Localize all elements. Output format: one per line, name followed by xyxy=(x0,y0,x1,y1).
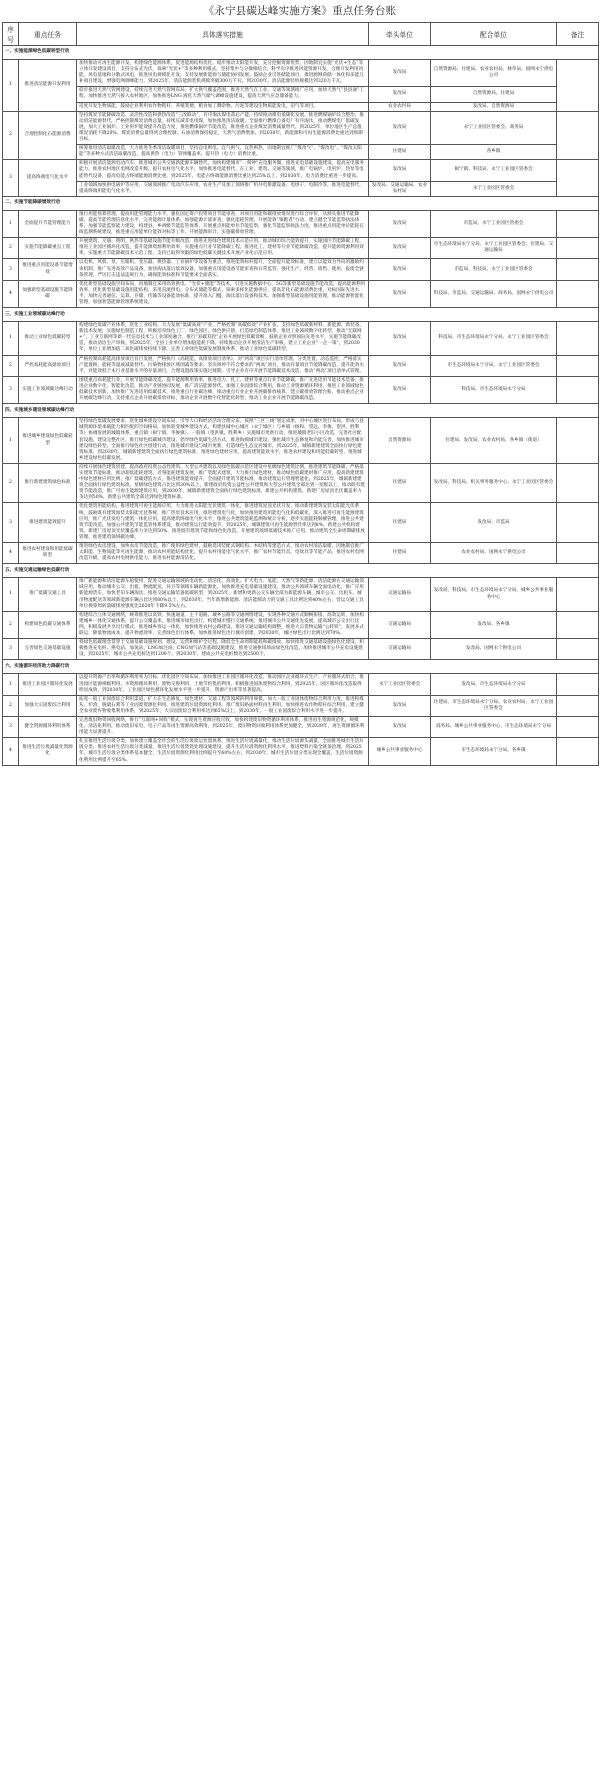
table-row xyxy=(3,60,599,87)
section-label: 五、实施交通运输绿色低碳行动 xyxy=(3,564,599,578)
remark-cell xyxy=(557,674,599,695)
remark-cell xyxy=(557,355,599,376)
lead-unit-cell: 永宁工业园区管委会 xyxy=(369,674,431,695)
header-measure: 具体落实措施 xyxy=(77,23,369,46)
key-task: 推进重点用能设备节能增效 xyxy=(19,259,77,280)
measure-cell: 构建绿色低碳产业体系，优化工业结构，大力发展“低碳高效”产业，严格控制“高碳低效”产业扩张，支持绿色低碳新材料、新能源、新装备、新技术发展，实施绿色制造工程，积极培育绿色工厂、绿色园区、绿色供应链，打造绿色制造体系，推进工业领域数字化转型，推动“互联网+”、工业互联网等新一代信息技术与工业深度融合，推行“双碳双控”企业开展绿色低碳诊断，鼓励企业对照国际先进水平，实施节能降碳改造，推动清洁生产审核，到2025年，全县工业单位增加值能耗下降，持续推动企业开展清洁生产审核，建立工业企业“一企一策”，到2030年，单位工业增加值二氧化碳排放持续下降，完善工业绿色低碳发展制度体系，推动工业绿色低碳转型。 xyxy=(77,322,369,355)
table-row xyxy=(3,738,599,765)
table-row xyxy=(3,238,599,259)
key-task: 健全资源循环利用体系 xyxy=(19,716,77,737)
remark-cell xyxy=(557,111,599,160)
key-task: 推进建筑能效提升 xyxy=(19,503,77,543)
lead-unit-cell: 交通运输局 xyxy=(369,611,431,638)
lead-unit-cell: 城乡公共事业服务中心 xyxy=(369,738,431,765)
row-number: 3 xyxy=(3,503,19,543)
key-task: 合理控制化石能源消费 xyxy=(19,111,77,160)
coop-unit-cell: 发改局、国网永宁供电公司 xyxy=(431,639,557,660)
lead-unit-cell: 住建局 xyxy=(369,145,431,160)
coop-unit-cell: 自然资源局、住建局 xyxy=(431,87,557,102)
coop-unit-cell: 科技局、市生态环境局永宁分局、永宁工业园区管委会 xyxy=(431,322,557,355)
table-row xyxy=(3,102,599,111)
section-label: 一、实施能源绿色低碳转型行动 xyxy=(3,46,599,60)
row-number: 3 xyxy=(3,716,19,737)
table-row xyxy=(3,503,599,543)
table-row xyxy=(3,355,599,376)
section-row xyxy=(3,308,599,322)
header-lead: 牵头单位 xyxy=(369,23,431,46)
coop-unit-cell: 各乡镇 xyxy=(431,145,557,160)
row-number: 1 xyxy=(3,578,19,611)
key-task: 推行新建建筑绿色标准 xyxy=(19,463,77,503)
lead-unit-cell: 发改局 xyxy=(369,322,431,355)
table-row xyxy=(3,160,599,181)
coop-unit-cell: 市监局、永宁工业园区管委会 xyxy=(431,210,557,237)
table-row xyxy=(3,463,599,503)
remark-cell xyxy=(557,322,599,355)
row-number: 2 xyxy=(3,355,19,376)
row-number: 3 xyxy=(3,259,19,280)
lead-unit-cell: 交通运输局 xyxy=(369,578,431,611)
remark-cell xyxy=(557,280,599,307)
lead-unit-cell: 发改局、交通运输局、农业农村局 xyxy=(369,181,431,196)
remark-cell xyxy=(557,716,599,737)
lead-unit-cell: 自然资源局 xyxy=(369,418,431,464)
table-row xyxy=(3,578,599,611)
key-task: 推进生活垃圾减量化资源化 xyxy=(19,738,77,765)
row-number: 3 xyxy=(3,376,19,403)
remark-cell xyxy=(557,463,599,503)
row-number: 1 xyxy=(3,60,19,112)
measure-cell: 开展建筑、交通、照明、供热等基础设施节能升级改造，推进先进绿色建筑技术示范应用，推动城市综合能效提升，实施园区节能降碳工程，推进工业园区循环化改造，提升能源资源利用效率，实施重点行业节能降碳工程，推进化工、建材等行业节能降碳改造，提升能源资源利用效率，实施重大节能降碳技术示范工程，支持已取得突破的绿色低碳关键技术开展产业化示范应用。 xyxy=(77,238,369,259)
table-row xyxy=(3,674,599,695)
coop-unit-cell: 住建局、市生态环境局永宁分局、农业农村局、永宁工业园区管委会 xyxy=(431,695,557,716)
task-ledger-table xyxy=(2,22,599,766)
lead-unit-cell: 发改局 xyxy=(369,716,431,737)
remark-cell xyxy=(557,210,599,237)
remark-cell xyxy=(557,418,599,464)
key-task: 推进工业园区循环化发展 xyxy=(19,674,77,695)
key-task: 推进清洁能源开发利用 xyxy=(19,60,77,112)
lead-unit-cell: 发改局 xyxy=(369,280,431,307)
table-row xyxy=(3,418,599,464)
measure-cell: 优化新型基础设施空间布局，因地制宜采用高效供电、“光伏+储能”等技术，引进实施数据中心、5G等新型基础设施节能改造，提高能源利用效率，优化新型基础设施用能结构，采用直流供电、分布式储能等模式，探索多样化能源供应，提高非化石能源消费比重，对标国际先进水平，加快完善通信、运算、存储、传输等设备能效标准，提升准入门槛，淘汰落后设备和技术，加强新型基础设施用能管理，推动能源智能化管理，加强智慧能源管理系统建设。 xyxy=(77,280,369,307)
table-row xyxy=(3,543,599,564)
document-title: 《永宁县碳达峰实施方案》重点任务台账 xyxy=(203,5,397,17)
remark-cell xyxy=(557,259,599,280)
key-task: 加强大宗固废综合利用 xyxy=(19,695,77,716)
coop-unit-cell: 科技局、市生态环境局永宁分局 xyxy=(431,376,557,403)
key-task: 严控高耗能高排放项目 xyxy=(19,355,77,376)
measure-cell: 严格控制高耗能高排放项目盲目发展，严格执行《高耗能、高排放项目清单》，对“两高”项目实行清单管理、分类处置、动态监控，严格落实产能置换、能耗等量或减量替代、污染物排放区域削减等要求，坚决叫停不符合要求的“两高”项目，推动存量项目节能降碳改造，提升能效水平，对能效低于本行业基准水平的存量项目，合理设置政策实施过渡期，引导企业有序开展节能降碳技术改造，推动“两高”项目清单式管理。 xyxy=(77,355,369,376)
header-row xyxy=(3,23,599,46)
remark-cell xyxy=(557,543,599,564)
lead-unit-cell: 发改局 xyxy=(369,376,431,403)
measure-cell: 优化建筑用能结构，推进建筑可再生能源应用，大力推进太阳能光伏建筑一体化，推进建筑屋顶光伏开发，推动新建建筑安装太阳能光伏系统，鼓励既有建筑加装太阳能光伏系统，推广热泵技术应用，推进建筑电气化，加快推进建筑用能电气化和低碳化，深入推进可再生能源建筑应用，推广光伏发电与建筑一体化应用，提高建筑终端电气化水平，推进公共建筑能耗监测和统计分析，逐步实施能耗限额管理，推进公共建筑节能改造，加强公共建筑节能监管体系建设，推动建筑运行能效提升，到2025年，城镇建筑可再生能源替代率达到8%，新建公共机构建筑、新建厂房屋顶光伏覆盖率力争达到50%，推进既有建筑节能和绿色化改造，开展建筑领域低碳技术推广应用，推动建筑全生命周期碳排放管理，推进建筑领域碳达峰。 xyxy=(77,503,369,543)
header-task: 重点任务 xyxy=(19,23,77,46)
measure-cell: 推进绿色农房建设，加快农房节能改造，推广使用绿色建材，鼓励选用装配式钢结构、木结构等建造方式，推动农村清洁取暖，因地制宜推广太阳能、生物质能等可再生能源，推动农村用能结构优化，提升农村用能电气化水平，推广农村节能灶具、电炊具等节能产品，推进农村电网改造升级，提高农村电网供电能力，推进农村能源清洁化。 xyxy=(77,543,369,564)
lead-unit-cell: 发改局 xyxy=(369,695,431,716)
coop-unit-cell: 自然资源局、住建局、农业农村局、林草局、国网永宁供电公司 xyxy=(431,60,557,87)
coop-unit-cell: 发改局、科技局、机关事务服务中心、永宁工业园区管委会 xyxy=(431,463,557,503)
row-number: 2 xyxy=(3,463,19,503)
coop-unit-cell: 商务局、城乡公共事业服务中心、市生态环境局永宁分局 xyxy=(431,716,557,737)
coop-unit-cell: 发改局、各乡镇 xyxy=(431,611,557,638)
lead-unit-cell: 发改局 xyxy=(369,87,431,102)
measure-cell: 推广新能源和清洁能源车船使用，促进交通运输领域的电动化、清洁化、高效化。扩大电力、氢能、天然气等新能源、清洁能源在交通运输领域应用，推动城市公交、出租、物流配送、环卫等领域车辆新能源化，加快推进充电基础设施建设，推动公共领域车辆全面电动化，推广应用新能源货车，加快老旧车辆淘汰，推进交通运输装备低碳转型，到2025年，新增和更新公交车辆全部为新能源车辆，城市公交、出租车、城市物流配送等领域新能源车辆占比达到80%以上，到2030年，当年新增新能源、清洁能源动力的交通工具比例达到40%左右，营运交通工具单位换算周转量碳排放强度比2020年下降9.5%左右。 xyxy=(77,578,369,611)
section-label: 三、实施工业领域碳达峰行动 xyxy=(3,308,599,322)
table-row xyxy=(3,716,599,737)
header-remark: 备注 xyxy=(557,23,599,46)
row-number: 2 xyxy=(3,111,19,160)
remark-cell xyxy=(557,578,599,611)
measure-cell: 构建综合立体交通网络，统筹推进以高铁、快速通道、主干道路、城乡公路等交通网络建设，实现各种交通方式顺畅衔接、高效运转，加快构建城乡一体化交通体系，提升公交覆盖率，推进城市绿色出行，构建城市慢行交通系统，推进城市公共交通优先发展，提高城市公交出行比例，积极发展共享出行模式，推进城乡客运一体化，加快推进农村公路建设，推进交通运输结构调整，推进大宗货物运输“公转铁”，发展多式联运，降低物流成本，提升物流效率，完善绿色出行体系，加快推进绿色出行城市创建，到2030年，城区绿色出行比例达到70%。 xyxy=(77,611,369,638)
measure-cell: 坚持绿色低碳发展要求，优化城乡建设空间布局，引导人口和经济活动合理分布，按照“三区三线”划定成果，对中心城区进行布局，形成与县城资源环境承载能力相匹配的空间格局，加快转变城乡建设方式，构建县城中心城区（永宁城区）与乡镇（杨和、望远、李俊、望洪、胜利等）协调发展的城镇体系，重点镇（闽宁镇、李俊镇）、一般镇（望洪镇、胜利乡）实施城市更新行动，推进城镇老旧小区改造，完善社区配套设施，建设完整社区，推行绿色低碳城市建设，倡导绿色低碳生活方式，推进海绵城市建设，强化城市生态修复和功能完善，加快推进城市建设绿色转型，全面推行绿色社区创建行动，推进城市建设与城市更新，打造绿色生态宜居城市，到2025年，城镇新建建筑全面执行绿色建筑标准，到2030年，城镇新建建筑全面执行绿色建筑标准，推进绿色建材应用，提高建筑能效水平，推进农村建设和用能低碳转型，推进城乡建设绿色低碳发展。 xyxy=(77,418,369,464)
table-row xyxy=(3,376,599,403)
measure-cell: 适度开发生物质能，鼓励企业利用农作物秸秆、养殖粪便、粮食加工剩余物、污泥等建设生物质能发电、沼气等项目。 xyxy=(77,102,369,111)
table-row xyxy=(3,280,599,307)
measure-cell: 围绕重点高耗能行业，开展节能降碳改造，提升能源利用效率，推进电力、化工、建材等重点行业节能降碳，推广先进适用节能技术装备，推进企业数字化、智能化改造，推动产业链协同发展，推广清洁能源替代，加强工业固废综合利用，推动工业资源循环利用，推进工业领域绿色低碳技术创新，加快推广先进适用低碳技术，推进重点行业碳达峰，推动重点行业企业开展碳排放核算，建立碳排放管理台账，推动重点企业开展碳达峰行动，支持重点企业开展碳排放对标，推动企业开展数字化智能化转型，推动工业企业开展节能降碳改造。 xyxy=(77,376,369,403)
remark-cell xyxy=(557,503,599,543)
lead-unit-cell: 发改局 xyxy=(369,259,431,280)
lead-unit-cell: 住建局 xyxy=(369,543,431,564)
measure-cell: 拓宽一般工业固废综合利用渠道，扩大在生态修复、绿色建材、交通工程等领域的利用规模，加大一般工业固体废物综合利用力度，推进粉煤灰、炉渣、脱硫石膏等工业固废资源化利用，推进建筑垃圾资源化利用，推广废旧路面材料再生利用，加快推进农作物秸秆综合利用，建立健全农业废弃物收集利用体系，到2025年，大宗固废综合利用率达到65%以上，到2030年，一般工业固废综合利用水平进一步提升。 xyxy=(77,695,369,716)
coop-unit-cell: 市生态环境局永宁分局、各乡镇 xyxy=(431,738,557,765)
row-number: 2 xyxy=(3,238,19,259)
table-row xyxy=(3,259,599,280)
measure-cell: 以电机、风机、泵、压缩机、变压器、换热器、工业锅炉等设备为重点，推进能效标杆提升，全面提升能效标准，建立以能效为导向的激励约束机制，推广先进高效产品设备，加快淘汰落后低效设备，加强重点用能设备节能审查和日常监管，强化生产、经营、销售、使用、报废全链条管理，严厉打击违法违规行为，确保能效标准和节能要求全面落实。 xyxy=(77,259,369,280)
coop-unit-cell: 市生态环境局永宁分局、永宁工业园区管委会 xyxy=(431,355,557,376)
key-task: 提高终端电气化水平 xyxy=(19,160,77,196)
measure-cell: 推行用能预算管理，提高用能管理能力水平，强化固定资产投资项目节能审查，对项目用能和碳排放情况进行综合评价，从源头推进节能降碳，提高节能管理信息化水平，完善能源计量体系，加强能源计量审查，强化能耗管理，开展能效“领跑者”行动，建立健全节能监察执法体系，加强节能监察能力建设，构建县、乡两级节能监管体系，开展重点用能单位节能监察，强化节能监察执法力度，推进重点用能单位能耗在线监测系统建设，推进重点用能单位能效对标等工作，开展能源审计，实施碳排放管理。 xyxy=(77,210,369,237)
lead-unit-cell: 农业农村局 xyxy=(369,102,431,111)
remark-cell xyxy=(557,738,599,765)
section-row xyxy=(3,196,599,210)
lead-unit-cell: 住建局 xyxy=(369,463,431,503)
key-task: 构建绿色低碳交通体系 xyxy=(19,611,77,638)
remark-cell xyxy=(557,160,599,196)
table-row xyxy=(3,639,599,660)
key-task: 完善绿色交通基础设施 xyxy=(19,639,77,660)
lead-unit-cell: 交通运输局 xyxy=(369,639,431,660)
coop-unit-cell: 市生态环境局永宁分局、永宁工业园区管委会、住建局、交通运输局 xyxy=(431,238,557,259)
measure-cell: 积极开展清洁能源电动汽车、推进城市公共交通新能源车辆替代，加快构建城市“一刻钟”充电服务圈，推进充电基础设施建设，提高充电服务能力。推进农村地区电网改造升级，提升农村电气化水平，加快推进电能替代，在工业、建筑、交通等领域，推广电锅炉、电窑炉、热泵等电能替代设备，提高电能占终端能源消费比重，到2025年，电能占终端能源消费比重达到25%以上，到2030年，电力消费比重进一步提高。 xyxy=(77,160,369,181)
key-task: 推广低碳交通工具 xyxy=(19,578,77,611)
lead-unit-cell: 发改局 xyxy=(369,238,431,259)
lead-unit-cell: 住建局 xyxy=(369,503,431,543)
table-row xyxy=(3,181,599,196)
measure-cell: 稳步推进天然气管网建设，持续完善天然气管网布局，扩大供气覆盖范围，推进天然气在工业、交通等领域推广应用，加快天然气“县县通”工程，加快推进天然气接入农村地区，加快推进LNG 液化天然气储气调峰设施建设，提高天然气应急储备能力。 xyxy=(77,87,369,102)
lead-unit-cell: 发改局 xyxy=(369,111,431,144)
row-number: 1 xyxy=(3,210,19,237)
coop-unit-cell: 发改局、市监局 xyxy=(431,503,557,543)
lead-unit-cell: 发改局 xyxy=(369,60,431,87)
row-number: 4 xyxy=(3,280,19,307)
header-coop: 配合单位 xyxy=(431,23,557,46)
measure-cell: 加快推动可再生能源开发，构建绿色能源体系，促进能源结构优化。稳步推动太阳能开发，充分挖掘资源优势，因地制宜实施“光伏+生态”等立体开发建设项目，支持分布式光伏，探索“光伏+”等多种利用模式，坚持集中与分散相结合，科学有序推进风能资源开发，合理开发利用风能、风电基地和分散式风电，推进风电规模化开发，支持发展新能源与储能协同发展。鼓励企业引进储能项目，推进源网荷储一体化和多能互补项目建设，增强电网调峰能力，到2025年，清洁能源装机规模突破300万千瓦。到2030年，清洁能源装机规模达到320万千瓦。 xyxy=(77,60,369,87)
lead-unit-cell: 发改局 xyxy=(369,160,431,181)
key-task: 加强新型基础设施节能降碳 xyxy=(19,280,77,307)
section-label: 四、实施城乡建设领域碳达峰行动 xyxy=(3,404,599,418)
key-task: 推动工业绿色低碳转型 xyxy=(19,322,77,355)
row-number: 4 xyxy=(3,543,19,564)
coop-unit-cell: 永宁工业园区管委会 xyxy=(431,181,557,196)
key-task: 实施工业领域碳达峰行动 xyxy=(19,376,77,403)
row-number: 1 xyxy=(3,674,19,695)
section-row xyxy=(3,404,599,418)
row-number: 2 xyxy=(3,695,19,716)
table-row xyxy=(3,210,599,237)
table-row xyxy=(3,145,599,160)
coop-unit-cell: 住建局、发改局、农业农村局、各乡镇（街道） xyxy=(431,418,557,464)
measure-cell: 完善废旧物资回收网络，推行“互联网+回收”模式，实现再生资源应收尽收，加快构建废旧物资循环利用体系，推进再生资源规范化、规模化、清洁化利用，推动废旧家电、电子产品等再生资源高效利用，到2025年，废旧物资回收利用体系更加健全，到2030年，再生资源循环利用能力显著提升。 xyxy=(77,716,369,737)
measure-cell: 坚持煤炭节能降碳改造、灵活性改造和供热改造“三改联动”，有序淘汰煤电落后产能，持续推动煤电低碳化发展。推进燃煤锅炉综合整治，推动清洁能源替代，严格控制煤炭消费总量，持续压减非电用煤，加快推进清洁取暖，全面推行燃煤自备电厂有序淘汰，推动燃煤电厂低碳发展，加大工业锅炉、工业窑炉能效提升改造力度，推进燃煤锅炉节能改造，推进重点企业煤炭消费减量替代。到2025年，单位地区生产总值煤炭消耗下降20%，煤炭消费总量得到合理控制，石油消费保持稳定，天然气消费增加，到2030年，新能源和可再生能源消费比重达到预期目标。 xyxy=(77,111,369,144)
measure-cell: 扎实推进生活垃圾分类，加快建立覆盖全社会的生活垃圾收运处置体系，推进生活垃圾减量化，推动生活垃圾源头减量，全面推进城市生活垃圾分类，推进农村生活垃圾分类减量，推进生活垃圾焚烧处理设施建设，提升生活垃圾资源化利用水平，推进塑料污染全链条治理，到2025年，城市生活垃圾分类体系基本健全，生活垃圾资源化利用比例提升至60%左右，到2030年，城市生活垃圾分类实现全覆盖，生活垃圾资源化利用比例提升至65%。 xyxy=(77,738,369,765)
coop-unit-cell: 发改局、科技局、市生态环境局永宁分局、城乡公共事业服务中心 xyxy=(431,578,557,611)
row-number: 3 xyxy=(3,160,19,196)
remark-cell xyxy=(557,238,599,259)
measure-cell: 工业领域加快供电锅炉等应用，交通领域推广电动汽车应用，农业生产及加工领域推广机井电排灌设备、电烘干、电制冷等，推进电能替代，提高终端用能电气化水平。 xyxy=(77,181,369,196)
coop-unit-cell: 发改局、市生态环境局永宁分局 xyxy=(431,674,557,695)
row-number: 4 xyxy=(3,738,19,765)
remark-cell xyxy=(557,639,599,660)
table-row xyxy=(3,695,599,716)
section-label: 二、实施节能降碳增效行动 xyxy=(3,196,599,210)
row-number: 1 xyxy=(3,322,19,355)
coop-unit-cell: 科技局、市监局、交通运输局、商务局、国网永宁供电公司 xyxy=(431,280,557,307)
key-task: 实施节能降碳重点工程 xyxy=(19,238,77,259)
lead-unit-cell: 发改局 xyxy=(369,355,431,376)
coop-unit-cell: 发改局、自然资源局 xyxy=(431,102,557,111)
remark-cell xyxy=(557,60,599,112)
key-task: 推进城乡建设绿色低碳转型 xyxy=(19,418,77,464)
lead-unit-cell: 发改局 xyxy=(369,210,431,237)
remark-cell xyxy=(557,376,599,403)
measure-cell: 将绿色低碳理念贯穿于交通基础设施规划、建设、运营和维护全过程，降低全生命周期能耗和碳排放，加快推进交通基础设施绿色化建设，积极推进充电桩、换电站、加氢站、LNG加注站、CNG加气站等基础设施建设，推进交通枢纽场站绿色化改造，加快推进城市公共充电设施建设，到2025年，城市公共充电桩达到1200个，到2030年，建成公共充电桩数达到2500个。 xyxy=(77,639,369,660)
table-body xyxy=(3,46,599,766)
coop-unit-cell: 市监局、科技局、永宁工业园区管委会 xyxy=(431,259,557,280)
table-row xyxy=(3,87,599,102)
section-row xyxy=(3,660,599,674)
remark-cell xyxy=(557,695,599,716)
table-row xyxy=(3,322,599,355)
table-row xyxy=(3,611,599,638)
row-number: 2 xyxy=(3,611,19,638)
coop-unit-cell: 永宁工业园区管委会、商务局 xyxy=(431,111,557,144)
key-task: 推进农村建设和用能低碳转型 xyxy=(19,543,77,564)
remark-cell xyxy=(557,611,599,638)
section-label: 六、实施循环经济助力降碳行动 xyxy=(3,660,599,674)
coop-unit-cell: 农业农村局、国网永宁供电公司 xyxy=(431,543,557,564)
row-number: 1 xyxy=(3,418,19,464)
measure-cell: 持续开展绿色建筑创建，提高政府投资公益性建筑、大型公共建筑以及绿色低碳示范区建设中星级绿色建筑比例，推进建筑节能降碳，严格落实建筑节能标准，推动超低能耗建筑、近零能耗建筑发展，推广装配式建筑，大力推行绿色建材，推动绿色低碳建材推广应用，提高新建建筑中绿色建材应用比例，推广低碳建造方式，推进建筑能效提升，全面提升建筑节能标准，推动建筑运行管理智能化，到2025年，城镇新建建筑全面执行绿色建筑标准，星级绿色建筑占比达到30%以上，新建政府投资公益性公共建筑和大型公共建筑全部达到一星级以上，推动既有建筑节能改造，推广可再生能源建筑应用，到2030年，城镇新建建筑全面执行绿色建筑标准，新建公共机构建筑、新建厂房屋顶光伏覆盖率力争达到50%，新建公共建筑全部达到绿色建筑标准。 xyxy=(77,463,369,503)
key-task: 全面提升节能管理能力 xyxy=(19,210,77,237)
measure-cell: 以提升资源产出率和循环利用率为目标，优化园区空间布局，加快推进工业园区循环化改造，推动园区企业循环式生产、产业循环式组合，推进园区能源梯级利用、水资源循环利用、废物交换利用、土地节约集约利用，积极推进固体废物综合利用，到2025年，园区循环化改造取得明显成效，到2030年，工业园区绿色循环化发展水平进一步提升，资源产出率等显著提高。 xyxy=(77,674,369,695)
header-no: 序号 xyxy=(3,23,19,46)
coop-unit-cell: 闽宁镇、科技局、永宁工业园区管委会 xyxy=(431,160,557,181)
measure-cell: 统筹推进清洁取暖改造，大力推进冬季清洁取暖项目，坚持宜电则电、宜气则气、宜热则热，因地制宜推广“煤改气”、“煤改电”、“煤改太阳能”等多种方式清洁取暖改造，提高供热（电力）管网覆盖率，提升热（电力）消费比重。 xyxy=(77,145,369,160)
section-row xyxy=(3,564,599,578)
section-row xyxy=(3,46,599,60)
row-number: 3 xyxy=(3,639,19,660)
table-row xyxy=(3,111,599,144)
